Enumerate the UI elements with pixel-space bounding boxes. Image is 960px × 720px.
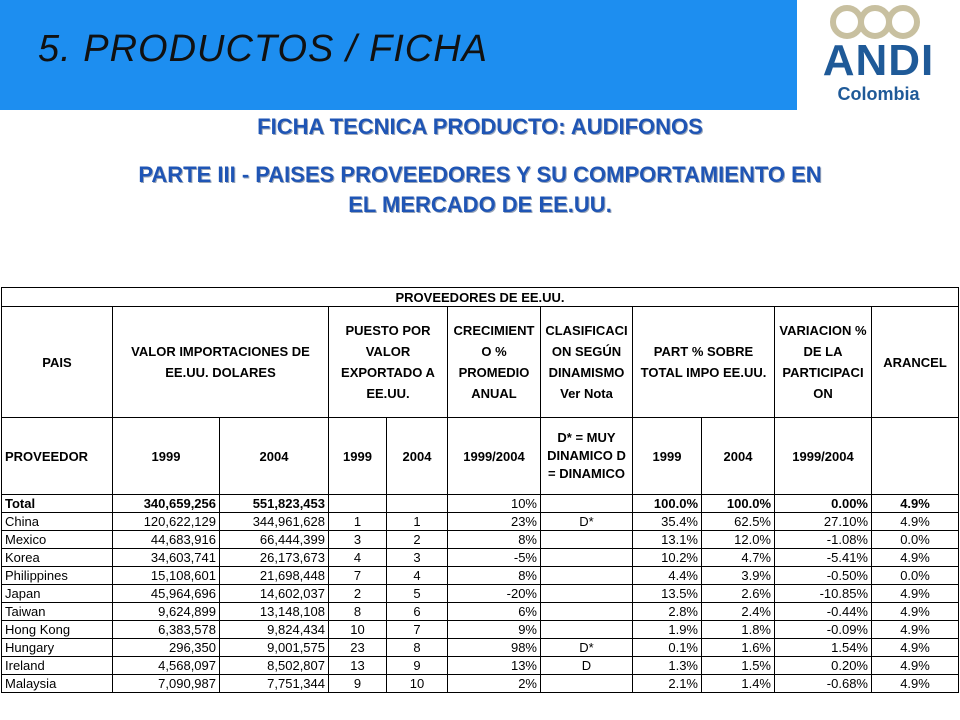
cell-v1999: 44,683,916 — [113, 531, 220, 549]
cell-pt2004: 1.4% — [702, 675, 775, 693]
total-part-1999: 100.0% — [633, 495, 702, 513]
cell-pt1999: 2.8% — [633, 603, 702, 621]
cell-p1999: 13 — [329, 657, 387, 675]
cell-v2004: 344,961,628 — [220, 513, 329, 531]
cell-v1999: 9,624,899 — [113, 603, 220, 621]
subheader-part-2004: 2004 — [702, 418, 775, 495]
cell-pt2004: 4.7% — [702, 549, 775, 567]
cell-name: Hungary — [2, 639, 113, 657]
total-puesto-2004 — [387, 495, 448, 513]
subheader-puesto-2004: 2004 — [387, 418, 448, 495]
total-clasificacion — [541, 495, 633, 513]
subheader-part-1999: 1999 — [633, 418, 702, 495]
cell-clasif — [541, 531, 633, 549]
cell-v2004: 9,001,575 — [220, 639, 329, 657]
table-row — [2, 531, 959, 549]
page-title: 5. PRODUCTOS / FICHA — [38, 28, 489, 70]
cell-pt2004: 2.4% — [702, 603, 775, 621]
cell-crec: -20% — [448, 585, 541, 603]
total-row — [2, 495, 959, 513]
header-pais: PAIS — [2, 307, 113, 418]
cell-pt2004: 62.5% — [702, 513, 775, 531]
cell-p1999: 1 — [329, 513, 387, 531]
cell-pt1999: 1.3% — [633, 657, 702, 675]
total-puesto-1999 — [329, 495, 387, 513]
cell-v1999: 4,568,097 — [113, 657, 220, 675]
total-valor-2004: 551,823,453 — [220, 495, 329, 513]
subheader-puesto-1999: 1999 — [329, 418, 387, 495]
cell-arancel: 4.9% — [872, 549, 959, 567]
cell-clasif: D — [541, 657, 633, 675]
header-valor: VALOR IMPORTACIONES DE EE.UU. DOLARES — [113, 307, 329, 418]
logo-subtitle: Colombia — [837, 84, 920, 104]
cell-arancel: 4.9% — [872, 603, 959, 621]
table-row — [2, 621, 959, 639]
table-caption: PROVEEDORES DE EE.UU. — [2, 288, 959, 307]
cell-pt2004: 3.9% — [702, 567, 775, 585]
cell-pt1999: 4.4% — [633, 567, 702, 585]
section-title-line2: EL MERCADO DE EE.UU. — [348, 192, 612, 217]
cell-p2004: 3 — [387, 549, 448, 567]
cell-name: Hong Kong — [2, 621, 113, 639]
cell-arancel: 4.9% — [872, 513, 959, 531]
header-participacion: PART % SOBRE TOTAL IMPO EE.UU. — [633, 307, 775, 418]
providers-table — [1, 287, 959, 693]
cell-pt1999: 10.2% — [633, 549, 702, 567]
cell-var: 27.10% — [775, 513, 872, 531]
cell-var: -1.08% — [775, 531, 872, 549]
cell-arancel: 0.0% — [872, 567, 959, 585]
cell-arancel: 0.0% — [872, 531, 959, 549]
section-title-line1: PARTE III - PAISES PROVEEDORES Y SU COMPORTAMIENTO EN — [138, 162, 822, 187]
cell-var: -0.68% — [775, 675, 872, 693]
cell-crec: 13% — [448, 657, 541, 675]
cell-p2004: 1 — [387, 513, 448, 531]
cell-clasif — [541, 675, 633, 693]
cell-var: -5.41% — [775, 549, 872, 567]
cell-v1999: 34,603,741 — [113, 549, 220, 567]
cell-v1999: 45,964,696 — [113, 585, 220, 603]
cell-name: Korea — [2, 549, 113, 567]
cell-p1999: 3 — [329, 531, 387, 549]
cell-pt1999: 35.4% — [633, 513, 702, 531]
cell-p2004: 8 — [387, 639, 448, 657]
cell-v1999: 15,108,601 — [113, 567, 220, 585]
header-arancel: ARANCEL — [872, 307, 959, 418]
table-row — [2, 585, 959, 603]
section-title — [0, 160, 960, 220]
cell-v2004: 8,502,807 — [220, 657, 329, 675]
cell-pt1999: 2.1% — [633, 675, 702, 693]
andi-logo — [797, 0, 960, 110]
cell-p1999: 8 — [329, 603, 387, 621]
cell-p2004: 4 — [387, 567, 448, 585]
cell-v2004: 9,824,434 — [220, 621, 329, 639]
cell-v2004: 13,148,108 — [220, 603, 329, 621]
cell-var: -0.44% — [775, 603, 872, 621]
cell-var: -0.50% — [775, 567, 872, 585]
cell-clasif: D* — [541, 513, 633, 531]
cell-v2004: 26,173,673 — [220, 549, 329, 567]
cell-p1999: 2 — [329, 585, 387, 603]
subheader-arancel — [872, 418, 959, 495]
subheader-variacion: 1999/2004 — [775, 418, 872, 495]
cell-clasif — [541, 567, 633, 585]
cell-v1999: 6,383,578 — [113, 621, 220, 639]
table-row — [2, 567, 959, 585]
cell-crec: 6% — [448, 603, 541, 621]
cell-var: 1.54% — [775, 639, 872, 657]
cell-name: China — [2, 513, 113, 531]
header-banner — [0, 0, 797, 110]
cell-p2004: 10 — [387, 675, 448, 693]
table-row — [2, 513, 959, 531]
cell-crec: 2% — [448, 675, 541, 693]
cell-var: -10.85% — [775, 585, 872, 603]
subheader-crecimiento: 1999/2004 — [448, 418, 541, 495]
cell-pt2004: 2.6% — [702, 585, 775, 603]
cell-v1999: 7,090,987 — [113, 675, 220, 693]
cell-v1999: 120,622,129 — [113, 513, 220, 531]
cell-arancel: 4.9% — [872, 621, 959, 639]
cell-crec: -5% — [448, 549, 541, 567]
cell-arancel: 4.9% — [872, 675, 959, 693]
subheader-proveedor: PROVEEDOR — [2, 418, 113, 495]
table-row — [2, 657, 959, 675]
cell-arancel: 4.9% — [872, 657, 959, 675]
table-row — [2, 549, 959, 567]
total-part-2004: 100.0% — [702, 495, 775, 513]
cell-pt2004: 1.5% — [702, 657, 775, 675]
logo-word: ANDI — [822, 36, 935, 85]
cell-pt2004: 12.0% — [702, 531, 775, 549]
header-clasificacion: CLASIFICACI ON SEGÚN DINAMISMO Ver Nota — [541, 307, 633, 418]
cell-pt1999: 1.9% — [633, 621, 702, 639]
cell-name: Japan — [2, 585, 113, 603]
cell-v2004: 7,751,344 — [220, 675, 329, 693]
header-variacion: VARIACION % DE LA PARTICIPACI ON — [775, 307, 872, 418]
cell-var: -0.09% — [775, 621, 872, 639]
total-arancel: 4.9% — [872, 495, 959, 513]
cell-clasif — [541, 603, 633, 621]
cell-p2004: 7 — [387, 621, 448, 639]
cell-pt2004: 1.6% — [702, 639, 775, 657]
cell-p2004: 5 — [387, 585, 448, 603]
cell-clasif — [541, 549, 633, 567]
total-crecimiento: 10% — [448, 495, 541, 513]
cell-p1999: 23 — [329, 639, 387, 657]
cell-pt1999: 13.5% — [633, 585, 702, 603]
total-variacion: 0.00% — [775, 495, 872, 513]
cell-v1999: 296,350 — [113, 639, 220, 657]
cell-name: Philippines — [2, 567, 113, 585]
cell-p2004: 9 — [387, 657, 448, 675]
cell-crec: 9% — [448, 621, 541, 639]
table-row — [2, 675, 959, 693]
cell-clasif — [541, 585, 633, 603]
cell-pt2004: 1.8% — [702, 621, 775, 639]
subheader-valor-2004: 2004 — [220, 418, 329, 495]
cell-v2004: 21,698,448 — [220, 567, 329, 585]
cell-name: Malaysia — [2, 675, 113, 693]
cell-crec: 23% — [448, 513, 541, 531]
table-body — [2, 513, 959, 693]
cell-p2004: 2 — [387, 531, 448, 549]
cell-arancel: 4.9% — [872, 639, 959, 657]
total-valor-1999: 340,659,256 — [113, 495, 220, 513]
cell-crec: 8% — [448, 531, 541, 549]
subheader-clasificacion: D* = MUY DINAMICO D = DINAMICO — [541, 418, 633, 495]
cell-clasif — [541, 621, 633, 639]
table-row — [2, 603, 959, 621]
cell-arancel: 4.9% — [872, 585, 959, 603]
cell-p1999: 10 — [329, 621, 387, 639]
cell-p1999: 7 — [329, 567, 387, 585]
cell-v2004: 14,602,037 — [220, 585, 329, 603]
product-title: FICHA TECNICA PRODUCTO: AUDIFONOS — [257, 114, 703, 139]
cell-name: Mexico — [2, 531, 113, 549]
cell-var: 0.20% — [775, 657, 872, 675]
subheader-valor-1999: 1999 — [113, 418, 220, 495]
header-crecimiento: CRECIMIENT O % PROMEDIO ANUAL — [448, 307, 541, 418]
cell-p2004: 6 — [387, 603, 448, 621]
total-label: Total — [2, 495, 113, 513]
cell-name: Taiwan — [2, 603, 113, 621]
cell-p1999: 4 — [329, 549, 387, 567]
cell-v2004: 66,444,399 — [220, 531, 329, 549]
cell-pt1999: 13.1% — [633, 531, 702, 549]
cell-pt1999: 0.1% — [633, 639, 702, 657]
cell-p1999: 9 — [329, 675, 387, 693]
table-row — [2, 639, 959, 657]
cell-clasif: D* — [541, 639, 633, 657]
cell-name: Ireland — [2, 657, 113, 675]
cell-crec: 98% — [448, 639, 541, 657]
header-puesto: PUESTO POR VALOR EXPORTADO A EE.UU. — [329, 307, 448, 418]
cell-crec: 8% — [448, 567, 541, 585]
